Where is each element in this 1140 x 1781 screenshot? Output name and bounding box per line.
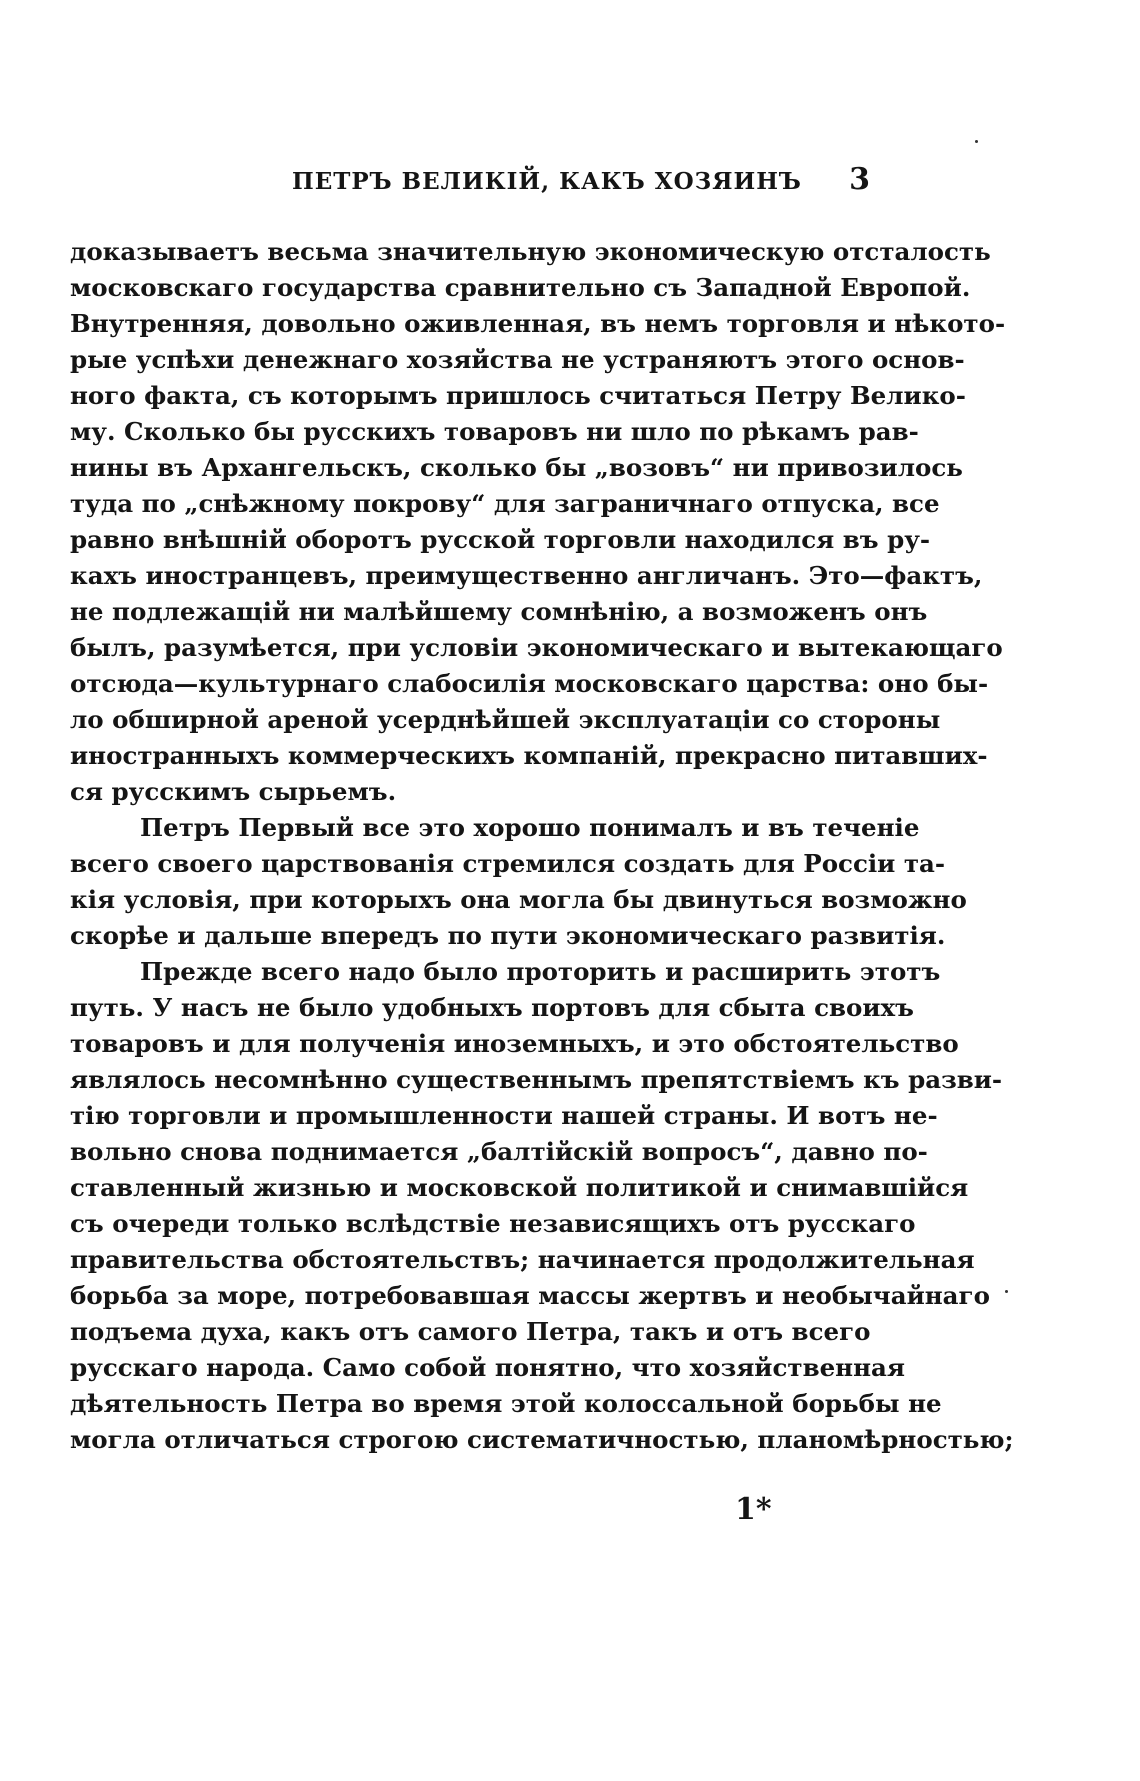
text-line: кахъ иностранцевъ, преимущественно англичанъ. Это—фактъ, xyxy=(70,561,983,590)
text-line: кія условія, при которыхъ она могла бы двинуться возможно xyxy=(70,885,967,914)
text-line: дѣятельность Петра во время этой колоссальной борьбы не xyxy=(70,1389,942,1418)
text-line: ного факта, съ которымъ пришлось считаться Петру Велико- xyxy=(70,381,966,410)
text-line: былъ, разумѣется, при условіи экономическаго и вытекающаго xyxy=(70,633,1003,662)
text-line: всего своего царствованія стремился создать для Россіи та- xyxy=(70,849,946,878)
text-line: Внутренняя, довольно оживленная, въ немъ торговля и нѣкото- xyxy=(70,309,1006,338)
text-line: подъема духа, какъ отъ самого Петра, такъ и отъ всего xyxy=(70,1317,871,1346)
text-line: нины въ Архангельскъ, сколько бы „возовъ“ ни привозилось xyxy=(70,453,963,482)
text-line: борьба за море, потребовавшая массы жертвъ и необычайнаго xyxy=(70,1281,990,1310)
text-line: являлось несомнѣнно существеннымъ препятствіемъ къ разви- xyxy=(70,1065,1003,1094)
page-number: 3 xyxy=(849,162,870,197)
text-line: не подлежащій ни малѣйшему сомнѣнію, а возможенъ онъ xyxy=(70,597,928,626)
text-line: правительства обстоятельствъ; начинается продолжительная xyxy=(70,1245,975,1274)
text-line: путь. У насъ не было удобныхъ портовъ для сбыта своихъ xyxy=(70,993,914,1022)
paragraph-end-line: скорѣе и дальше впередъ по пути экономическаго развитія. xyxy=(70,921,946,950)
text-line: русскаго народа. Само собой понятно, что хозяйственная xyxy=(70,1353,906,1382)
paragraph-start-line: Прежде всего надо было проторить и расширить этотъ xyxy=(140,957,941,986)
text-line: туда по „снѣжному покрову“ для заграничнаго отпуска, все xyxy=(70,489,940,518)
running-title: ПЕТРЪ ВЕЛИКІЙ, КАКЪ ХОЗЯИНЪ xyxy=(292,168,802,195)
text-line: съ очереди только вслѣдствіе независящихъ отъ русскаго xyxy=(70,1209,916,1238)
text-line: ставленный жизнью и московской политикой и снимавшійся xyxy=(70,1173,969,1202)
paragraph-start-line: Петръ Первый все это хорошо понималъ и въ теченіе xyxy=(140,813,920,842)
text-line: ло обширной ареной усерднѣйшей эксплуатаціи со стороны xyxy=(70,705,941,734)
text-line: товаровъ и для полученія иноземныхъ, и это обстоятельство xyxy=(70,1029,959,1058)
text-line: московскаго государства сравнительно съ Западной Европой. xyxy=(70,273,971,302)
text-line: му. Сколько бы русскихъ товаровъ ни шло по рѣкамъ рав- xyxy=(70,417,919,446)
paper-speck xyxy=(975,140,978,143)
text-line: иностранныхъ коммерческихъ компаній, прекрасно питавших- xyxy=(70,741,988,770)
text-line: доказываетъ весьма значительную экономическую отсталость xyxy=(70,237,991,266)
body-text xyxy=(70,234,1014,1458)
text-line: тію торговли и промышленности нашей страны. И вотъ не- xyxy=(70,1101,938,1130)
paper-speck xyxy=(1005,1290,1008,1293)
running-head xyxy=(70,162,870,202)
text-line: равно внѣшній оборотъ русской торговли находился въ ру- xyxy=(70,525,931,554)
signature-mark: 1* xyxy=(735,1492,772,1527)
text-line: могла отличаться строгою систематичностью, планомѣрностью; xyxy=(70,1425,1014,1454)
paragraph-end-line: ся русскимъ сырьемъ. xyxy=(70,777,397,806)
text-line: рые успѣхи денежнаго хозяйства не устраняютъ этого основ- xyxy=(70,345,965,374)
text-line: вольно снова поднимается „балтійскій вопросъ“, давно по- xyxy=(70,1137,928,1166)
text-line: отсюда—культурнаго слабосилія московскаго царства: оно бы- xyxy=(70,669,989,698)
